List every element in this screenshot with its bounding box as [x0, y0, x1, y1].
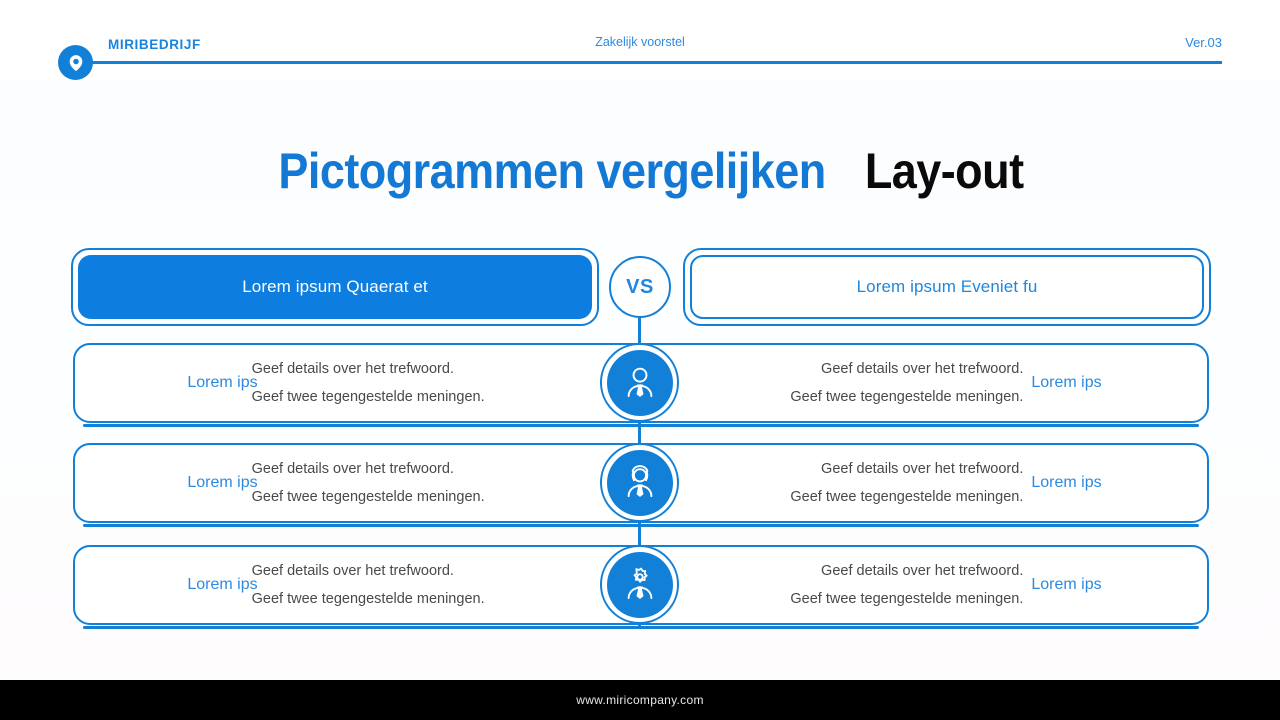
row-icon-medallion[interactable]: [600, 443, 679, 522]
row-left-line-1: Geef details over het trefwoord.: [251, 461, 454, 477]
row-right-tag: Lorem ips: [1031, 374, 1102, 391]
page-title-main: Lay-out: [864, 143, 1024, 199]
row-right-line-2: Geef twee tegengestelde meningen.: [790, 389, 1024, 405]
row-left-content: [75, 445, 615, 521]
row-right-content: [667, 345, 1207, 421]
row-right-description: [790, 455, 1023, 511]
left-column-header-label: Lorem ipsum Quaerat et: [78, 255, 592, 319]
page-title: [0, 140, 1280, 202]
row-left-line-1: Geef details over het trefwoord.: [251, 361, 454, 377]
company-droplet-logo-icon: [58, 45, 93, 80]
businessman-icon: [607, 350, 673, 416]
header-document-label: Zakelijk voorstel: [595, 35, 685, 49]
brand-name: MIRIBEDRIJF: [108, 37, 201, 52]
page-title-accent: Pictogrammen vergelijken: [278, 143, 826, 199]
gear-head-person-icon: [607, 552, 673, 618]
row-left-content: [75, 547, 615, 623]
row-right-line-2: Geef twee tegengestelde meningen.: [790, 489, 1024, 505]
row-right-description: [790, 557, 1023, 613]
row-right-line-1: Geef details over het trefwoord.: [821, 461, 1024, 477]
right-column-header-label: Lorem ipsum Eveniet fu: [690, 255, 1204, 319]
row-left-description: [252, 355, 485, 411]
businesswoman-icon: [607, 450, 673, 516]
row-left-line-2: Geef twee tegengestelde meningen.: [251, 489, 485, 505]
slide-header: [0, 0, 1280, 82]
row-right-content: [667, 547, 1207, 623]
row-right-line-1: Geef details over het trefwoord.: [821, 563, 1024, 579]
left-column-header[interactable]: [71, 248, 599, 326]
row-icon-medallion[interactable]: [600, 545, 679, 624]
row-right-content: [667, 445, 1207, 521]
header-divider-line: [80, 61, 1222, 64]
row-icon-medallion[interactable]: [600, 343, 679, 422]
row-left-tag: Lorem ips: [187, 576, 258, 593]
row-right-tag: Lorem ips: [1031, 576, 1102, 593]
row-left-description: [252, 557, 485, 613]
row-right-tag: Lorem ips: [1031, 474, 1102, 491]
vs-badge: VS: [609, 256, 671, 318]
row-left-line-2: Geef twee tegengestelde meningen.: [251, 389, 485, 405]
row-left-line-2: Geef twee tegengestelde meningen.: [251, 591, 485, 607]
row-right-line-1: Geef details over het trefwoord.: [821, 361, 1024, 377]
right-column-header[interactable]: [683, 248, 1211, 326]
header-version-label: Ver.03: [1185, 35, 1222, 50]
row-right-description: [790, 355, 1023, 411]
footer-website-url: www.miricompany.com: [576, 693, 704, 707]
row-left-description: [252, 455, 485, 511]
row-right-line-2: Geef twee tegengestelde meningen.: [790, 591, 1024, 607]
slide-footer: [0, 680, 1280, 720]
row-left-tag: Lorem ips: [187, 374, 258, 391]
row-left-content: [75, 345, 615, 421]
row-left-tag: Lorem ips: [187, 474, 258, 491]
row-left-line-1: Geef details over het trefwoord.: [251, 563, 454, 579]
